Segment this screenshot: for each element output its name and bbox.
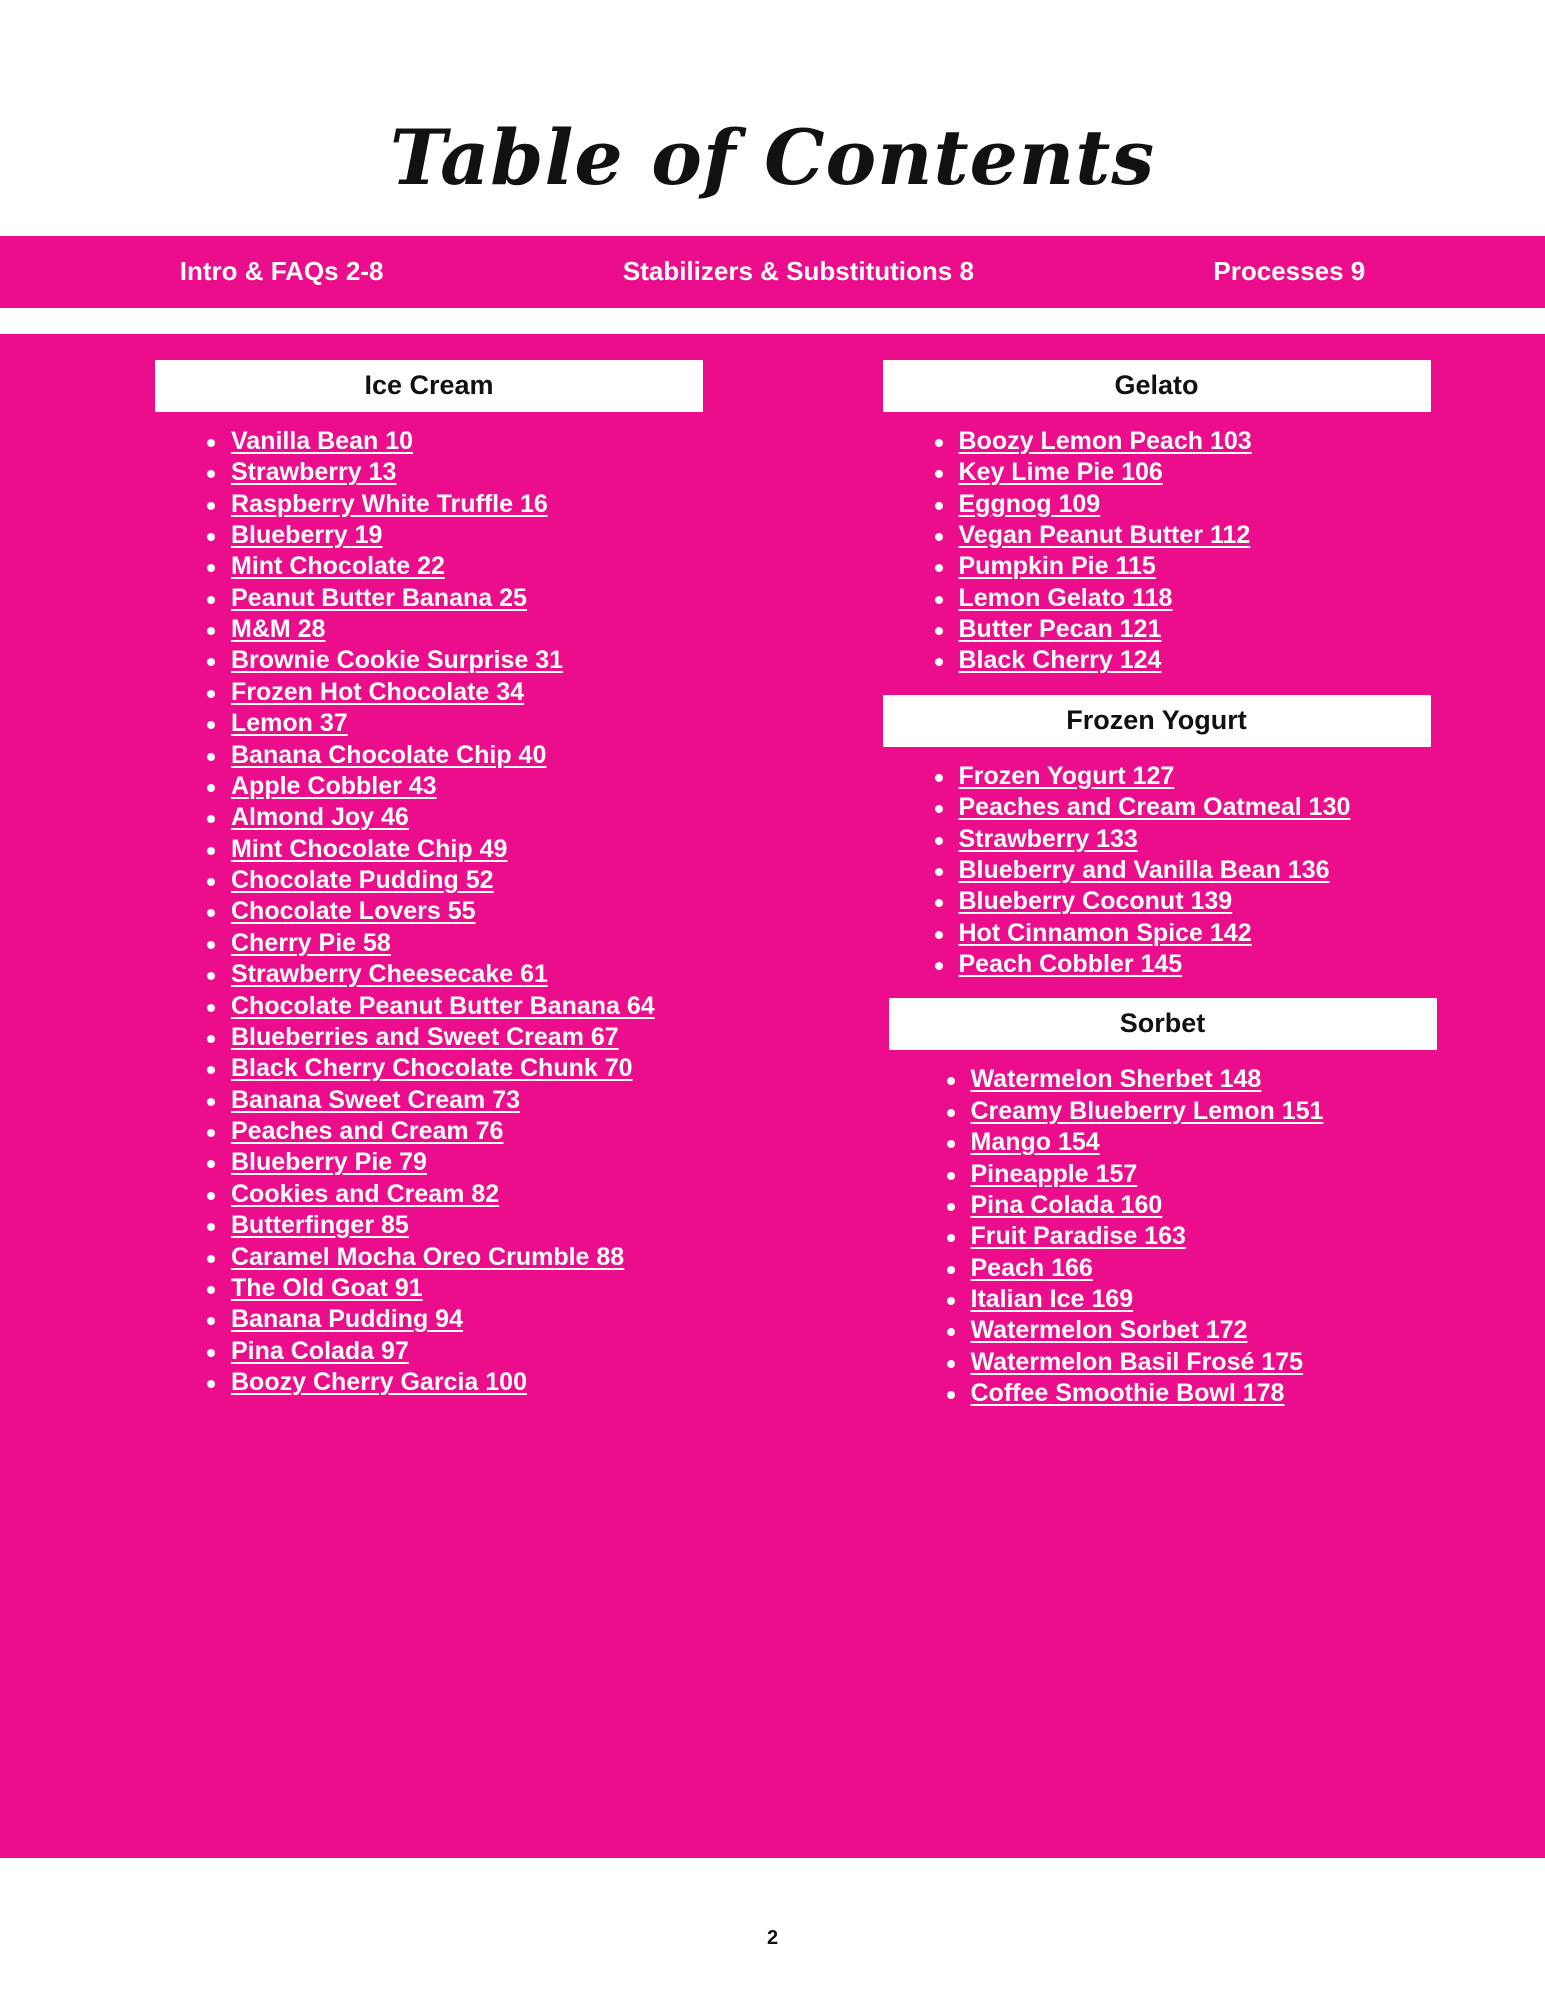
section-header-frozen-yogurt: Frozen Yogurt [883,695,1431,747]
list-item[interactable] [941,1284,1466,1315]
toc-entry: Brownie Cookie Surprise 31 [231,646,564,675]
list-item[interactable] [941,1315,1466,1346]
toc-column-left [40,360,773,1410]
topbar-item-processes-label: Processes [1213,256,1344,287]
toc-entry: Boozy Cherry Garcia 100 [231,1368,527,1397]
list-item[interactable] [929,426,1466,457]
list-item[interactable] [941,1347,1466,1378]
list-item[interactable] [201,896,753,927]
list-item[interactable] [941,1253,1466,1284]
list-item[interactable] [929,886,1466,917]
list-item[interactable] [941,1159,1466,1190]
list-item[interactable] [201,740,753,771]
list-item[interactable] [941,1378,1466,1409]
topbar-item-intro-faqs-page: 2-8 [345,256,384,287]
toc-entry: Lemon Gelato 118 [958,583,1173,612]
list-item[interactable] [201,1273,753,1304]
toc-entry: Blueberries and Sweet Cream 67 [231,1022,619,1051]
list-item[interactable] [941,1096,1466,1127]
list-item[interactable] [201,1022,753,1053]
list-gelato [883,426,1466,677]
section-header-ice-cream: Ice Cream [155,360,703,412]
toc-entry: Key Lime Pie 106 [958,458,1163,487]
toc-entry: Banana Sweet Cream 73 [231,1085,521,1114]
list-item[interactable] [201,520,753,551]
toc-entry: Blueberry Coconut 139 [958,887,1233,916]
toc-column-right [773,360,1506,1410]
toc-entry: Boozy Lemon Peach 103 [958,426,1252,455]
toc-entry: Pina Colada 160 [970,1190,1163,1219]
list-frozen-yogurt [883,761,1466,981]
list-item[interactable] [929,645,1466,676]
toc-entry: Hot Cinnamon Spice 142 [958,918,1252,947]
list-item[interactable] [201,1336,753,1367]
list-item[interactable] [201,1147,753,1178]
topbar-item-stabilizers-substitutions[interactable] [623,256,974,287]
list-item[interactable] [201,802,753,833]
toc-entry: Blueberry and Vanilla Bean 136 [958,855,1330,884]
topbar-item-intro-faqs[interactable] [180,256,384,287]
list-item[interactable] [941,1190,1466,1221]
list-item[interactable] [201,614,753,645]
toc-entry: Chocolate Lovers 55 [231,897,476,926]
page-footer [0,1876,1545,2000]
list-item[interactable] [201,645,753,676]
list-item[interactable] [201,834,753,865]
toc-body [0,334,1545,1858]
toc-entry: Pineapple 157 [970,1159,1138,1188]
toc-entry: Butterfinger 85 [231,1211,409,1240]
list-item[interactable] [929,824,1466,855]
toc-entry: Italian Ice 169 [970,1285,1134,1314]
list-item[interactable] [201,1242,753,1273]
topbar-item-processes-page: 9 [1350,256,1366,287]
page-number: 2 [766,1926,779,1949]
list-sorbet [883,1064,1466,1409]
list-item[interactable] [201,928,753,959]
toc-columns [0,360,1545,1410]
list-item[interactable] [201,959,753,990]
list-item[interactable] [201,1304,753,1335]
list-item[interactable] [201,583,753,614]
toc-entry: Chocolate Peanut Butter Banana 64 [231,991,655,1020]
list-item[interactable] [201,1210,753,1241]
list-item[interactable] [201,991,753,1022]
toc-entry: Black Cherry Chocolate Chunk 70 [231,1054,633,1083]
list-item[interactable] [929,855,1466,886]
list-ice-cream [155,426,753,1399]
toc-entry: Peach 166 [970,1253,1093,1282]
toc-entry: Watermelon Basil Frosé 175 [970,1347,1304,1376]
toc-entry: Butter Pecan 121 [958,615,1162,644]
toc-entry: Mango 154 [970,1128,1100,1157]
list-item[interactable] [941,1127,1466,1158]
toc-entry: Vanilla Bean 10 [231,426,414,455]
list-item[interactable] [201,1085,753,1116]
toc-entry: Chocolate Pudding 52 [231,866,494,895]
top-nav-bar [0,236,1545,308]
list-item[interactable] [929,489,1466,520]
toc-entry: Frozen Yogurt 127 [958,761,1175,790]
toc-entry: Black Cherry 124 [958,646,1162,675]
toc-entry: Almond Joy 46 [231,803,409,832]
list-item[interactable] [929,583,1466,614]
list-item[interactable] [929,792,1466,823]
list-item[interactable] [929,520,1466,551]
section-header-gelato: Gelato [883,360,1431,412]
toc-entry: Peanut Butter Banana 25 [231,583,527,612]
topbar-item-intro-faqs-label: Intro & FAQs [179,256,339,287]
list-item[interactable] [929,949,1466,980]
toc-entry: Strawberry 133 [958,824,1138,853]
list-item[interactable] [929,918,1466,949]
list-item[interactable] [201,1053,753,1084]
list-item[interactable] [201,677,753,708]
list-item[interactable] [201,865,753,896]
list-item[interactable] [929,457,1466,488]
list-item[interactable] [929,614,1466,645]
list-item[interactable] [201,708,753,739]
toc-entry: Peaches and Cream 76 [231,1117,504,1146]
list-item[interactable] [941,1221,1466,1252]
toc-entry: Pina Colada 97 [231,1336,409,1365]
toc-entry: Peaches and Cream Oatmeal 130 [958,793,1351,822]
list-item[interactable] [201,489,753,520]
toc-entry: Mint Chocolate Chip 49 [231,834,508,863]
toc-entry: Strawberry 13 [231,458,397,487]
toc-entry: Cherry Pie 58 [231,928,391,957]
list-item[interactable] [201,426,753,457]
toc-entry: Pumpkin Pie 115 [958,552,1156,581]
list-item[interactable] [201,551,753,582]
toc-entry: Peach Cobbler 145 [958,950,1183,979]
section-header-sorbet: Sorbet [889,998,1437,1050]
toc-entry: Banana Chocolate Chip 40 [231,740,547,769]
list-item[interactable] [201,1367,753,1398]
list-item[interactable] [929,551,1466,582]
topbar-item-processes[interactable] [1213,256,1365,287]
toc-entry: The Old Goat 91 [231,1273,423,1302]
toc-entry: Vegan Peanut Butter 112 [958,520,1251,549]
toc-entry: Creamy Blueberry Lemon 151 [970,1096,1324,1125]
list-item[interactable] [201,771,753,802]
toc-entry: Watermelon Sherbet 148 [970,1065,1262,1094]
toc-entry: Coffee Smoothie Bowl 178 [970,1379,1285,1408]
toc-entry: Cookies and Cream 82 [231,1179,500,1208]
list-item[interactable] [201,1116,753,1147]
page-title: Table of Contents [389,113,1156,202]
topbar-item-stabilizers-substitutions-page: 8 [959,256,974,287]
list-item[interactable] [941,1064,1466,1095]
toc-entry: Lemon 37 [231,709,348,738]
toc-entry: Fruit Paradise 163 [970,1222,1186,1251]
toc-entry: M&M 28 [231,615,326,644]
toc-entry: Caramel Mocha Oreo Crumble 88 [231,1242,625,1271]
toc-entry: Banana Pudding 94 [231,1305,463,1334]
toc-entry: Apple Cobbler 43 [231,771,437,800]
toc-entry: Strawberry Cheesecake 61 [231,960,548,989]
toc-entry: Raspberry White Truffle 16 [231,489,548,518]
toc-entry: Blueberry 19 [231,520,383,549]
list-item[interactable] [201,1179,753,1210]
toc-entry: Blueberry Pie 79 [231,1148,427,1177]
toc-entry: Watermelon Sorbet 172 [970,1316,1248,1345]
toc-entry: Mint Chocolate 22 [231,552,445,581]
topbar-item-stabilizers-substitutions-label: Stabilizers & Substitutions [622,256,953,287]
list-item[interactable] [929,761,1466,792]
list-item[interactable] [201,457,753,488]
toc-entry: Frozen Hot Chocolate 34 [231,677,525,706]
toc-entry: Eggnog 109 [958,489,1101,518]
